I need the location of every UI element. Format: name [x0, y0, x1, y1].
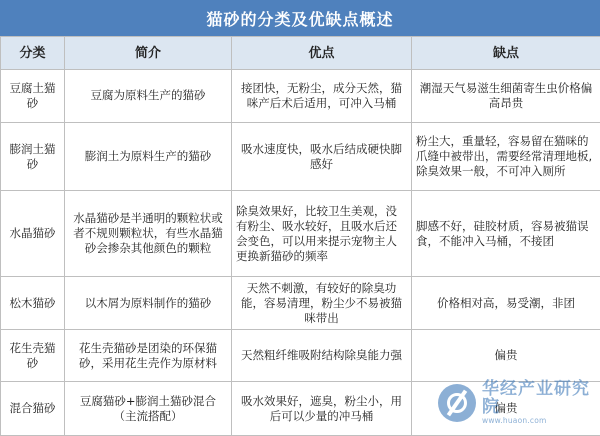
table-row [1, 191, 600, 277]
watermark-site: www.huaon.com [482, 415, 547, 425]
cell-intro: 膨润土为原料生产的猫砂 [65, 122, 232, 190]
watermark-name: 华经产业研究院 [482, 379, 590, 418]
comparison-table [0, 36, 600, 436]
table-row [1, 70, 600, 123]
table-row [1, 330, 600, 382]
cell-intro: 花生壳猫砂是团染的环保猫砂，采用花生壳作为原材料 [65, 330, 232, 382]
cell-pros: 接团快，无粉尘，成分天然，猫咪产后术后适用，可冲入马桶 [232, 70, 412, 123]
cell-pros: 吸水速度快，吸水后结成硬快脚感好 [232, 122, 412, 190]
header-pros: 优点 [232, 37, 412, 70]
cell-intro: 豆腐为原料生产的猫砂 [65, 70, 232, 123]
cell-cons: 价格相对高，易受潮，非团 [412, 277, 600, 330]
cell-intro: 以木屑为原料制作的猫砂 [65, 277, 232, 330]
table-title: 猫砂的分类及优缺点概述 [0, 0, 600, 36]
cell-pros: 天然不刺激，有较好的除臭功能，容易清理，粉尘少不易被猫咪带出 [232, 277, 412, 330]
cell-cons: 偏贵 [412, 330, 600, 382]
cell-category: 膨润土猫砂 [1, 122, 65, 190]
table-row [1, 122, 600, 190]
cell-cons: 粉尘大，重量轻，容易留在猫咪的爪缝中被带出，需要经常清理地板,除臭效果一般，不可冲入厕所 [412, 122, 600, 190]
cell-pros: 除臭效果好，比较卫生美观，没有粉尘、吸水较好，且吸水后还会变色，可以用来提示宠物主人更换新猫砂的频率 [232, 191, 412, 277]
cell-category: 花生壳猫砂 [1, 330, 65, 382]
table-row [1, 382, 600, 436]
cell-cons: 偏贵 [412, 382, 600, 436]
cell-category: 混合猫砂 [1, 382, 65, 436]
cell-category: 豆腐土猫砂 [1, 70, 65, 123]
header-intro: 简介 [65, 37, 232, 70]
cell-category: 水晶猫砂 [1, 191, 65, 277]
cell-cons: 潮湿天气易滋生细菌寄生虫价格偏高昂贵 [412, 70, 600, 123]
cell-pros: 吸水效果好，遮臭，粉尘小，用后可以少量的冲马桶 [232, 382, 412, 436]
cell-category: 松木猫砂 [1, 277, 65, 330]
cell-cons: 脚感不好，硅胶材质，容易被猫误食，不能冲入马桶，不接团 [412, 191, 600, 277]
header-cons: 缺点 [412, 37, 600, 70]
cell-intro: 豆腐猫砂+膨润土猫砂混合（主流搭配） [65, 382, 232, 436]
cell-pros: 天然粗纤维吸附结构除臭能力强 [232, 330, 412, 382]
header-row [1, 37, 600, 70]
cell-intro: 水晶猫砂是半通明的颗粒状或者不规则颗粒状，有些水晶猫砂会掺杂其他颜色的颗粒 [65, 191, 232, 277]
header-category: 分类 [1, 37, 65, 70]
table-row [1, 277, 600, 330]
